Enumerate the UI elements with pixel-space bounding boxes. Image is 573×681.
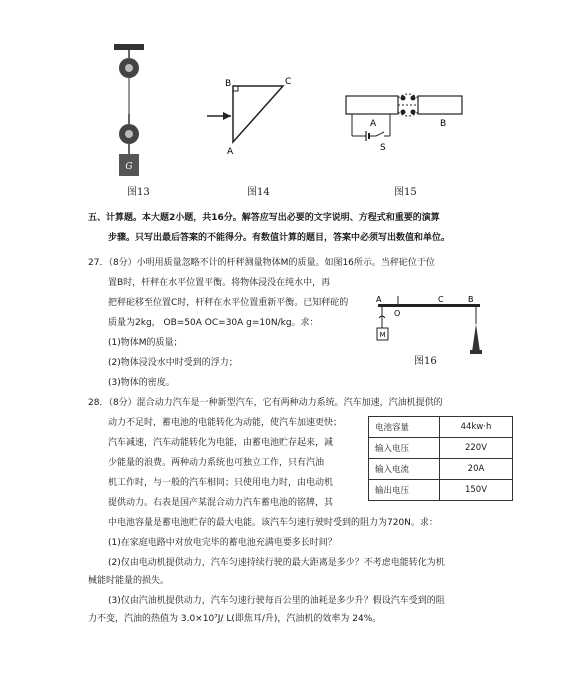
point-a-label: A: [227, 147, 234, 157]
figure-15-circuit: [340, 88, 470, 158]
q28-sub-2b: 械能时能量的损失。: [88, 576, 170, 586]
battery-nameplate-table: [368, 416, 513, 501]
figure-14-caption: 图14: [247, 187, 270, 198]
table-row: [369, 438, 513, 459]
table-cell-value: 150V: [440, 480, 513, 501]
figure-13-caption: 图13: [127, 187, 150, 198]
table-cell-value: 20A: [440, 459, 513, 480]
table-cell-value: 44kw·h: [440, 417, 513, 438]
table-cell-key: 输出电压: [369, 480, 440, 501]
point-c-label: C: [438, 295, 444, 304]
figure-14-prism: [205, 72, 295, 162]
q27-sub-2: (2)物体浸没水中时受到的浮力；: [108, 358, 238, 368]
table-cell-key: 电池容量: [369, 417, 440, 438]
q27-sub-1: (1)物体M的质量；: [108, 338, 183, 348]
figure-13-pulleys: [108, 44, 158, 184]
section-heading-line-1: 五、计算题。本大题2小题，共16分。解答应写出必要的文字说明、方程式和重要的演算: [88, 213, 440, 223]
table-cell-value: 220V: [440, 438, 513, 459]
q28-sub-3b: 力不变，汽油的热值为 3.0×10⁷J/ L(即焦耳/升)，汽油机的效率为 24%。: [88, 614, 382, 624]
table-cell-key: 输入电流: [369, 459, 440, 480]
figure-16-caption: 图16: [414, 356, 437, 367]
q27-line-3: 把秤砣移至位置C时，杆秤在水平位置重新平衡。已知秤砣的: [108, 298, 349, 308]
label-a: A: [370, 119, 377, 129]
q28-line-5: 机工作时，与一般的汽车相同；只使用电力时，由电动机: [108, 478, 334, 488]
q28-sub-1: (1)在家庭电路中对放电完毕的蓄电池充满电要多长时间？: [108, 538, 337, 548]
q28-line-4: 少能量的浪费。两种动力系统也可独立工作，只有汽油: [108, 458, 325, 468]
q28-sub-2a: (2)仅由电动机提供动力，汽车匀速持续行驶的最大距离是多少？不考虑电能转化为机: [108, 558, 445, 568]
section-heading-line-2: 步骤。只写出最后答案的不能得分。有数值计算的题目，答案中必须写出数值和单位。: [108, 233, 451, 243]
label-b: B: [440, 119, 447, 129]
point-c-label: C: [285, 77, 292, 87]
q27-line-1: 27．（8分）小明用质量忽略不计的杆秤测量物体M的质量。如图16所示。当秤砣位于位: [88, 258, 435, 268]
q28-line-2: 动力不足时，蓄电池的电能转化为动能，使汽车加速更快；: [108, 418, 343, 428]
table-row: [369, 480, 513, 501]
q27-line-2: 置B时，杆秤在水平位置平衡。将物体浸没在纯水中，再: [108, 278, 331, 288]
weight-g-label: G: [125, 162, 133, 172]
q28-sub-3a: (3)仅由汽油机提供动力，汽车匀速行驶每百公里的油耗是多少升？假设汽车受到的阻: [108, 596, 445, 606]
table-cell-key: 输入电压: [369, 438, 440, 459]
label-s: S: [380, 143, 386, 153]
point-o-label: O: [394, 309, 401, 318]
box-m-label: M: [379, 331, 386, 339]
point-a-label: A: [376, 295, 382, 304]
q27-sub-3: (3)物体的密度。: [108, 378, 175, 388]
figure-16-steelyard: [372, 290, 487, 360]
q28-line-7: 中电池容量是蓄电池贮存的最大电能。该汽车匀速行驶时受到的阻力为720N。求：: [108, 518, 438, 528]
table-row: [369, 459, 513, 480]
q28-line-1: 28．（8分）混合动力汽车是一种新型汽车，它有两种动力系统。汽车加速，汽油机提供的: [88, 398, 443, 408]
q28-line-3: 汽车减速，汽车动能转化为电能，由蓄电池贮存起来，减: [108, 438, 334, 448]
figure-15-caption: 图15: [394, 187, 417, 198]
table-row: [369, 417, 513, 438]
point-b-label: B: [468, 295, 474, 304]
q27-line-4: 质量为2kg， OB=50A OC=30A g=10N/kg。求：: [108, 318, 319, 328]
point-b-label: B: [225, 79, 232, 89]
q28-line-6: 提供动力。右表是国产某混合动力汽车蓄电池的铭牌，其: [108, 498, 334, 508]
